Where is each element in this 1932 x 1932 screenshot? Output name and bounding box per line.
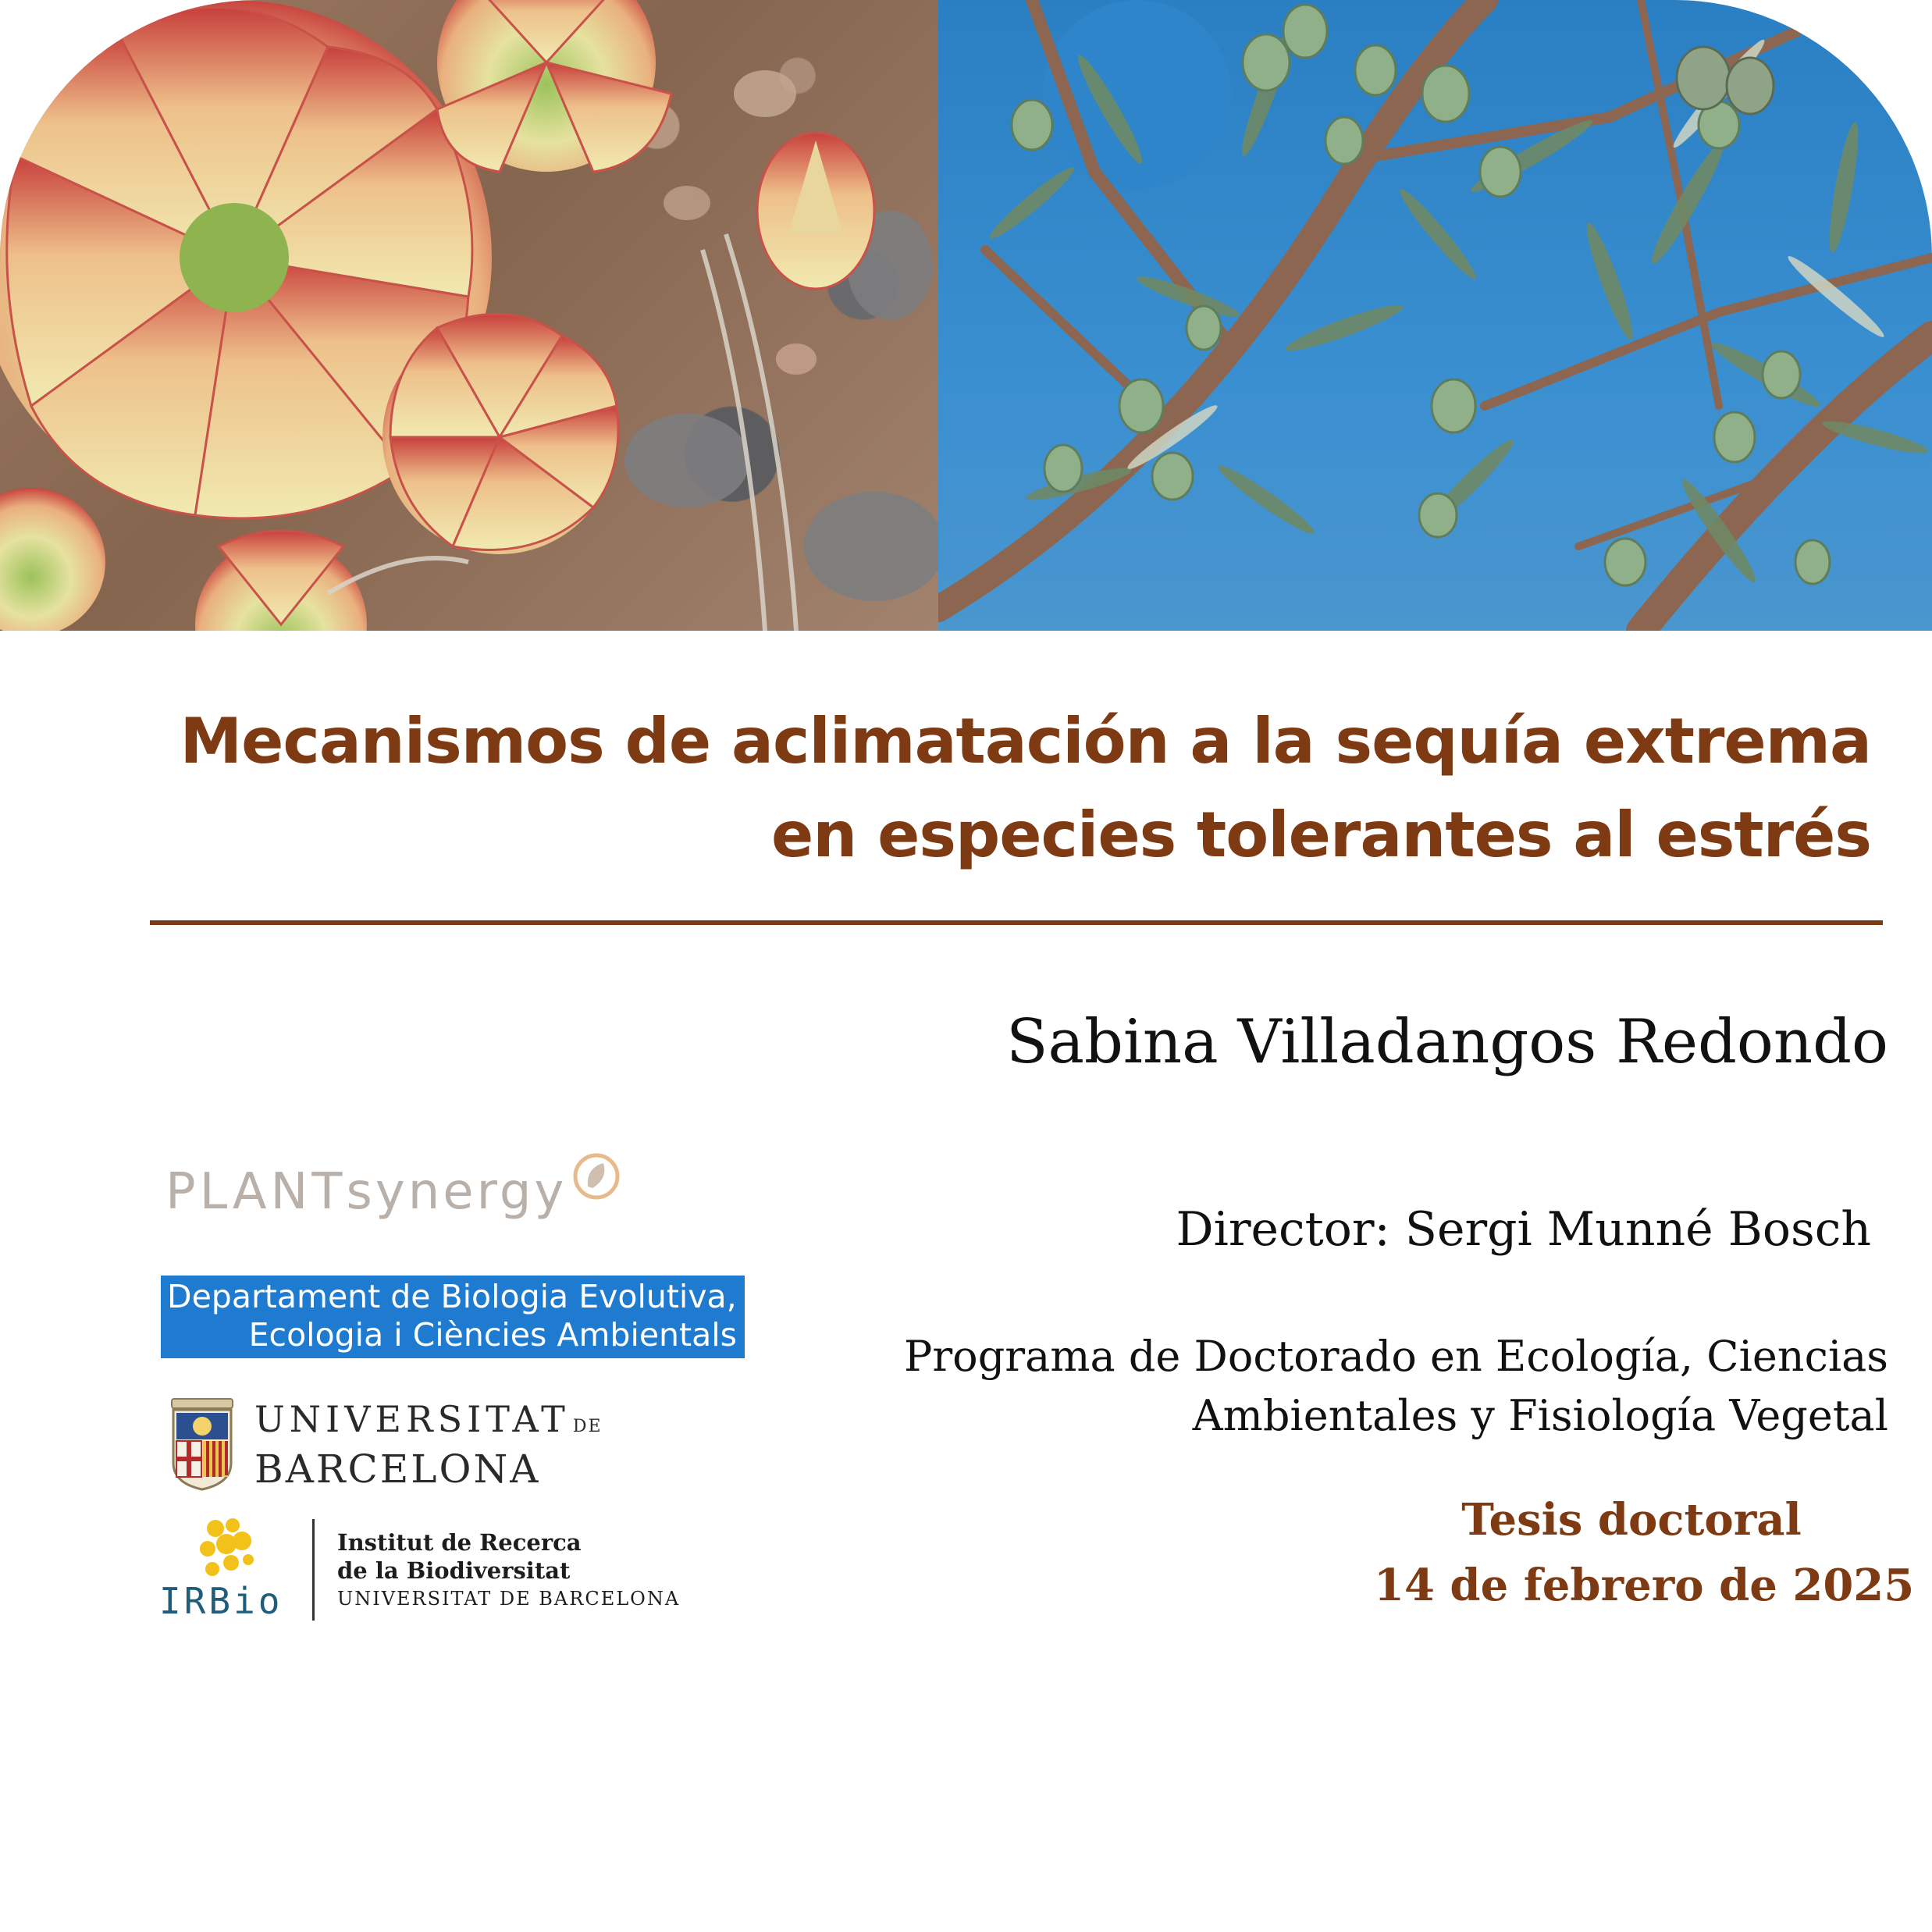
plantsynergy-logo-part-2: synergy (346, 1163, 568, 1221)
defense-info (1374, 1487, 1915, 1618)
cover-photo-banner (0, 0, 1932, 631)
thesis-title (76, 695, 1871, 882)
university-name-line-1: UNIVERSITAT (254, 1398, 570, 1440)
irbio-logo (159, 1517, 681, 1627)
irbio-line-3: UNIVERSITAT DE BARCELONA (337, 1588, 681, 1610)
irbio-line-2: de la Biodiversitat (337, 1557, 571, 1584)
irbio-separator (312, 1519, 315, 1621)
program-line-2: Ambientales y Fisiología Vegetal (1192, 1391, 1888, 1440)
department-line-1: Departament de Biologia Evolutiva, (167, 1278, 737, 1315)
author-name: Sabina Villadangos Redondo (1006, 1007, 1888, 1077)
plantsynergy-logo-part-1: PLANT (165, 1163, 347, 1221)
doctoral-program (873, 1327, 1888, 1446)
department-logo (161, 1276, 745, 1358)
university-barcelona-logo (169, 1397, 603, 1492)
olive-tree-photo (938, 0, 1932, 631)
irbio-wordmark: IRBio (159, 1580, 283, 1622)
leaf-icon (572, 1151, 621, 1205)
thesis-title-line-1: Mecanismos de aclimatación a la sequía extrema (180, 705, 1871, 777)
title-divider (150, 920, 1883, 925)
thesis-title-line-2: en especies tolerantes al estrés (771, 799, 1871, 871)
thesis-type: Tesis doctoral (1461, 1494, 1802, 1546)
university-de: DE (572, 1417, 603, 1436)
succulent-photo (0, 0, 938, 631)
irbio-flower-icon (194, 1517, 259, 1578)
succulent-illustration (0, 0, 938, 631)
university-name-line-2: BARCELONA (254, 1446, 541, 1492)
plantsynergy-logo (165, 1163, 619, 1241)
university-seal-icon (169, 1397, 236, 1491)
program-line-1: Programa de Doctorado en Ecología, Ciencias (904, 1332, 1888, 1381)
irbio-line-1: Institut de Recerca (337, 1529, 582, 1556)
director-line: Director: Sergi Munné Bosch (1176, 1202, 1871, 1257)
olive-illustration (938, 0, 1932, 631)
department-line-2: Ecologia i Ciències Ambientals (248, 1316, 737, 1354)
defense-date: 14 de febrero de 2025 (1374, 1560, 1915, 1611)
